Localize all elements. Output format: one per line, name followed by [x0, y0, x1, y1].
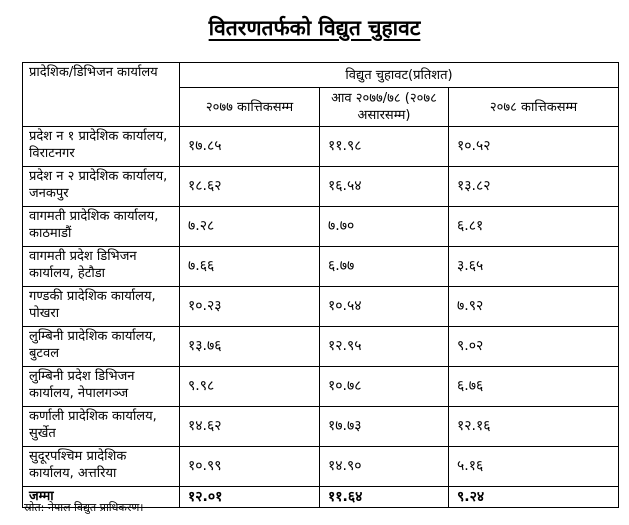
table-row — [23, 247, 619, 287]
page-title: वितरणतर्फको विद्युत चुहावट — [208, 15, 421, 40]
leakage-fy-2077-78: ११.९८ — [320, 127, 449, 167]
office-name: गण्डकी प्रादेशिक कार्यालय, पोखरा — [23, 287, 180, 327]
leakage-2077-kartik: १८.६२ — [180, 167, 320, 207]
leakage-fy-2077-78: १२.९५ — [320, 327, 449, 367]
office-name: प्रदेश न १ प्रादेशिक कार्यालय, विराटनगर — [23, 127, 180, 167]
table-row — [23, 167, 619, 207]
column-header-2077-kartik: २०७७ कात्तिकसम्म — [180, 88, 320, 127]
column-header-fy-2077-78: आव २०७७/७८ (२०७८ असारसम्म) — [320, 88, 449, 127]
total-fy-2077-78: ११.६४ — [320, 487, 449, 508]
leakage-2078-kartik: ७.९२ — [449, 287, 619, 327]
table-row — [23, 407, 619, 447]
leakage-2077-kartik: ७.२८ — [180, 207, 320, 247]
leakage-2077-kartik: १४.६२ — [180, 407, 320, 447]
office-name: सुदूरपश्चिम प्रादेशिक कार्यालय, अत्तरिया — [23, 447, 180, 487]
leakage-fy-2077-78: १०.५४ — [320, 287, 449, 327]
leakage-fy-2077-78: ७.७० — [320, 207, 449, 247]
leakage-2078-kartik: ५.१६ — [449, 447, 619, 487]
table-row — [23, 207, 619, 247]
leakage-2077-kartik: १०.२३ — [180, 287, 320, 327]
office-name: वागमती प्रदेश डिभिजन कार्यालय, हेटौडा — [23, 247, 180, 287]
leakage-2078-kartik: ९.०२ — [449, 327, 619, 367]
leakage-2078-kartik: ६.७६ — [449, 367, 619, 407]
source-note: स्रोत: नेपाल विद्युत प्राधिकरण। — [24, 501, 144, 514]
table-row — [23, 127, 619, 167]
office-name: लुम्बिनी प्रादेशिक कार्यालय, बुटवल — [23, 327, 180, 367]
office-name: वागमती प्रादेशिक कार्यालय, काठमाडौं — [23, 207, 180, 247]
leakage-fy-2077-78: १६.५४ — [320, 167, 449, 207]
leakage-2078-kartik: १२.१६ — [449, 407, 619, 447]
office-column-header: प्रादेशिक/डिभिजन कार्यालय — [23, 63, 180, 127]
leakage-2077-kartik: १३.७६ — [180, 327, 320, 367]
total-2077-kartik: १२.०१ — [180, 487, 320, 508]
leakage-2077-kartik: १७.८५ — [180, 127, 320, 167]
table-row — [23, 287, 619, 327]
leakage-fy-2077-78: १०.७८ — [320, 367, 449, 407]
leakage-fy-2077-78: १४.९० — [320, 447, 449, 487]
leakage-2078-kartik: ३.६५ — [449, 247, 619, 287]
leakage-fy-2077-78: ६.७७ — [320, 247, 449, 287]
office-name: प्रदेश न २ प्रादेशिक कार्यालय, जनकपुर — [23, 167, 180, 207]
leakage-2077-kartik: १०.९९ — [180, 447, 320, 487]
table-row — [23, 447, 619, 487]
leakage-table — [22, 62, 619, 508]
leakage-2078-kartik: ६.८१ — [449, 207, 619, 247]
leakage-2077-kartik: ७.६६ — [180, 247, 320, 287]
total-2078-kartik: ९.२४ — [449, 487, 619, 508]
table-row — [23, 327, 619, 367]
leakage-group-header: विद्युत चुहावट(प्रतिशत) — [180, 63, 619, 88]
office-name: कर्णाली प्रादेशिक कार्यालय, सुर्खेत — [23, 407, 180, 447]
leakage-2077-kartik: ९.९८ — [180, 367, 320, 407]
office-name: लुम्बिनी प्रदेश डिभिजन कार्यालय, नेपालगञ्ज — [23, 367, 180, 407]
table-row — [23, 367, 619, 407]
leakage-fy-2077-78: १७.७३ — [320, 407, 449, 447]
total-label: जम्मा — [23, 487, 180, 508]
leakage-2078-kartik: १०.५२ — [449, 127, 619, 167]
leakage-2078-kartik: १३.८२ — [449, 167, 619, 207]
column-header-2078-kartik: २०७८ कात्तिकसम्म — [449, 88, 619, 127]
